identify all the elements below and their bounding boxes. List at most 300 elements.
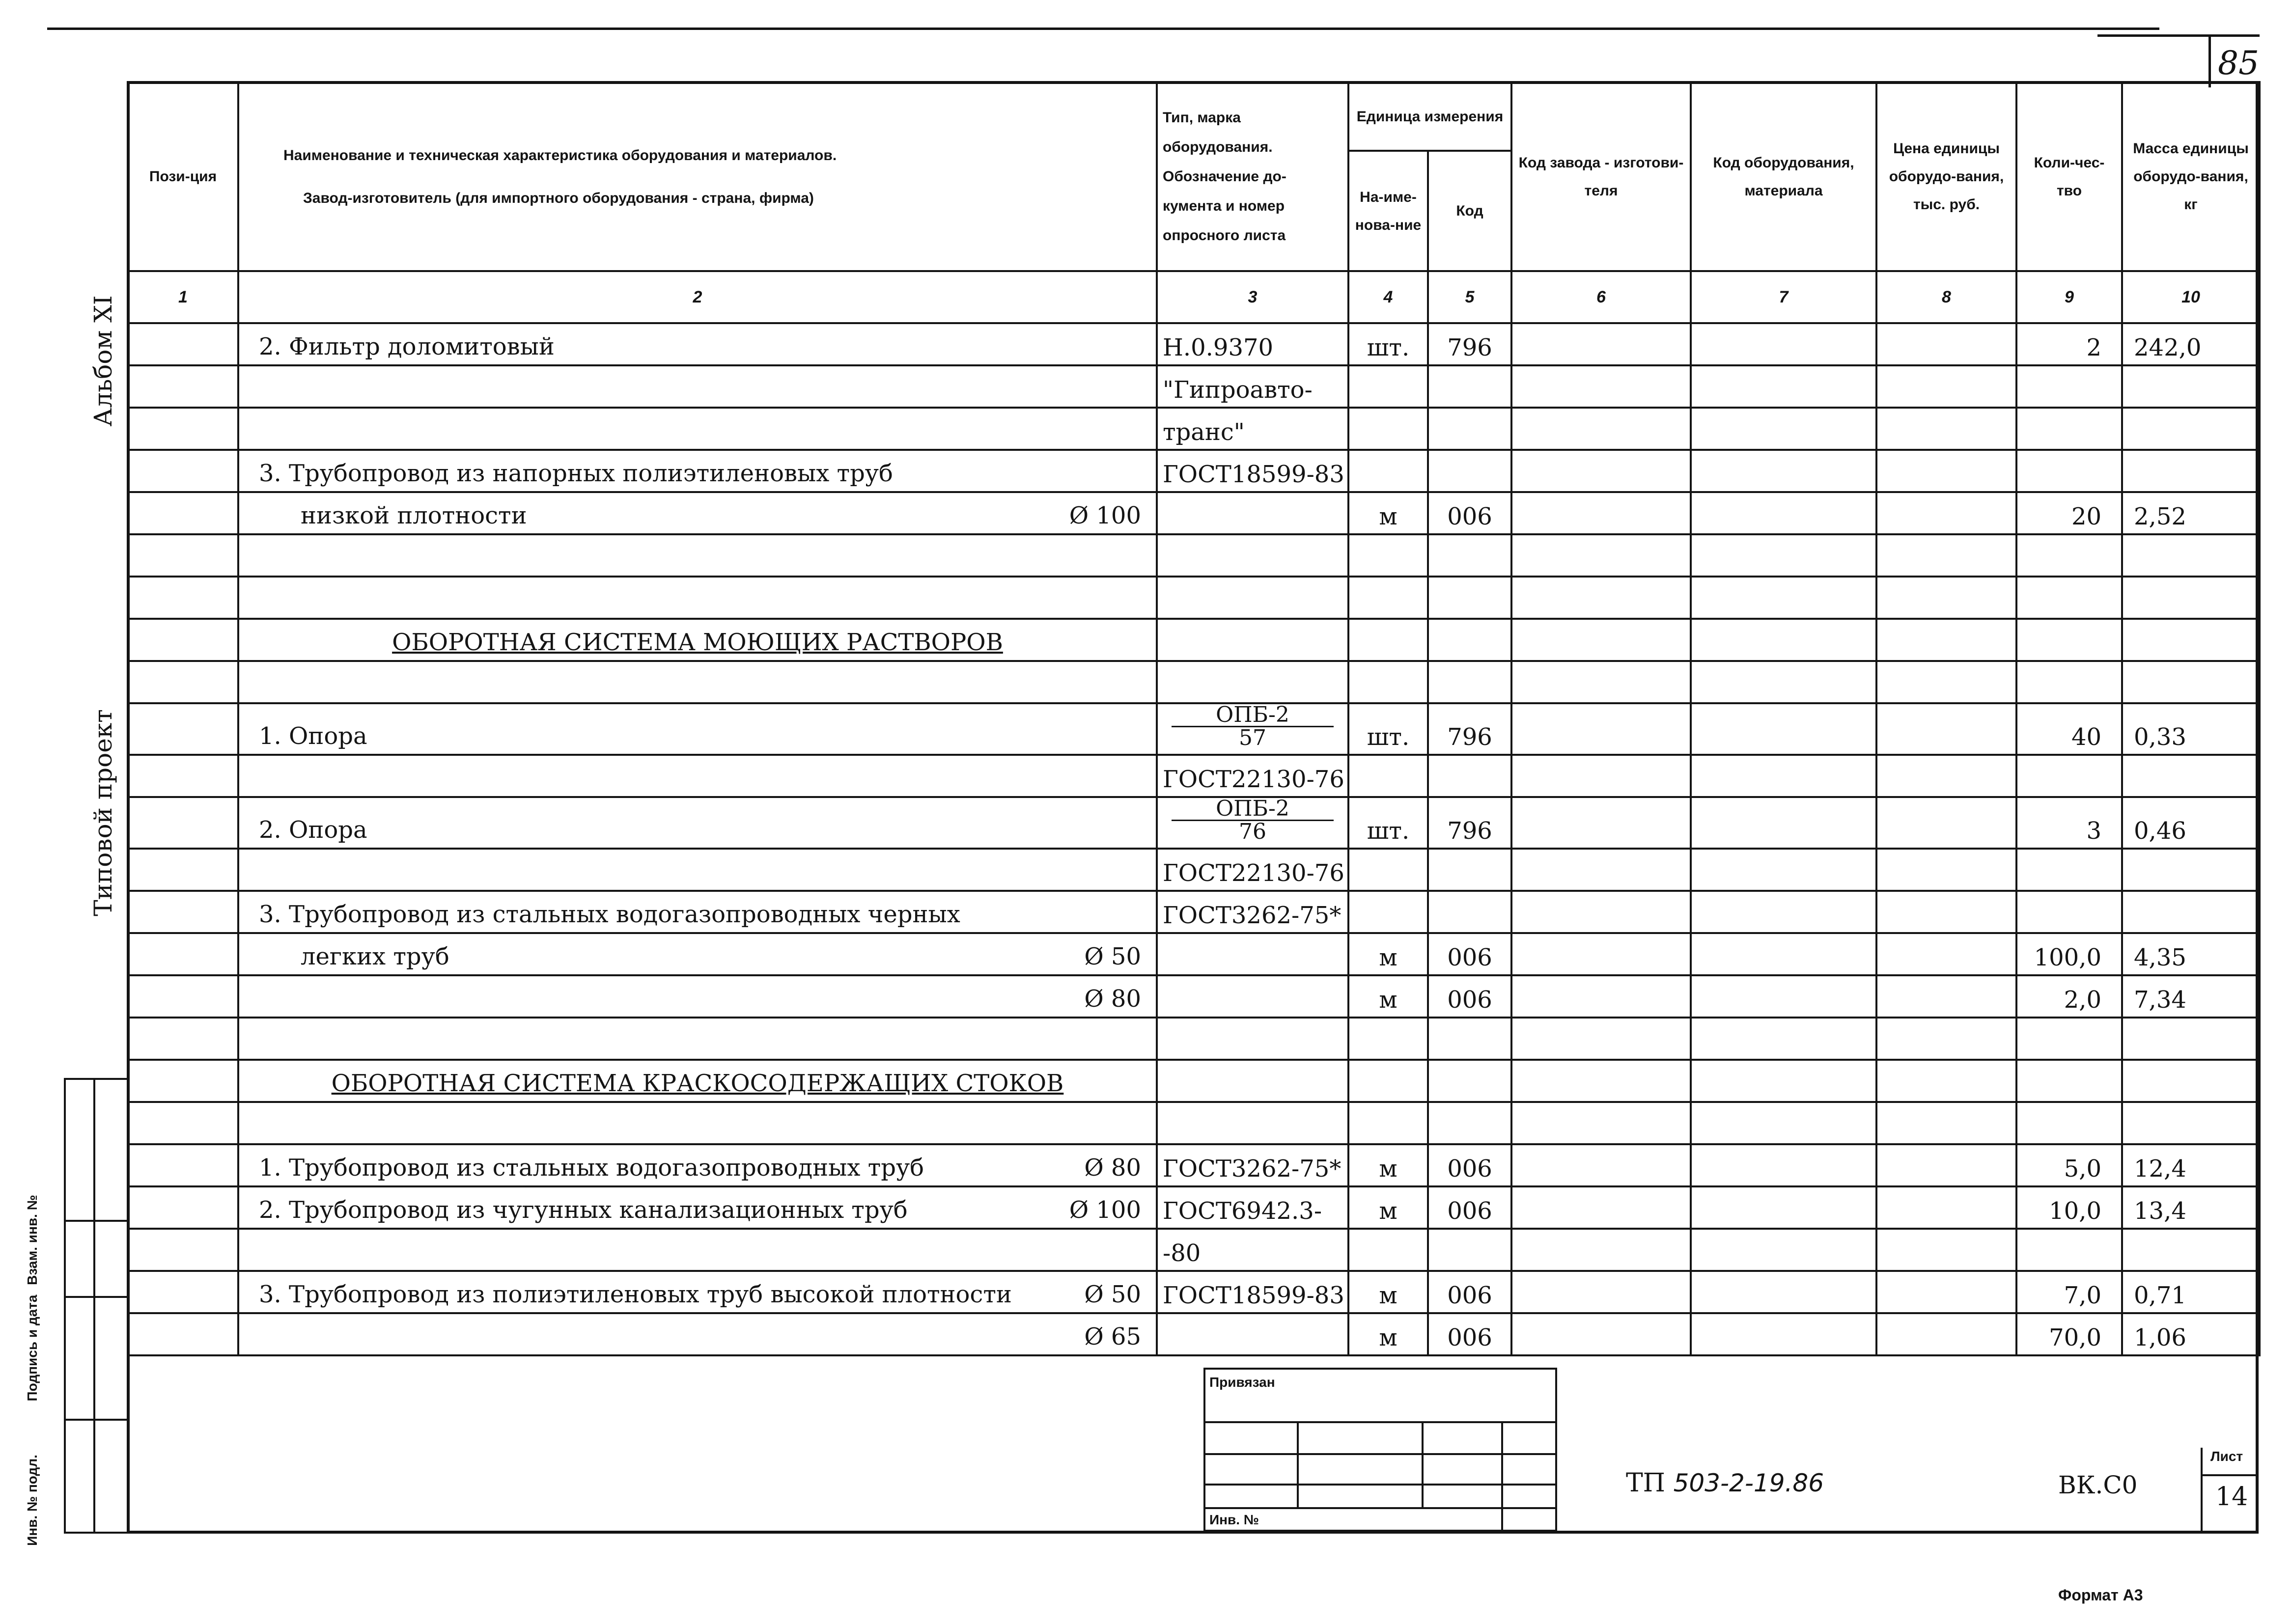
header-unit-group: Единица измерения	[1348, 82, 1511, 151]
cell-unit: м	[1348, 492, 1428, 534]
cell-mass	[2122, 891, 2260, 933]
cell-quantity	[2016, 661, 2122, 703]
cell-price	[1876, 1186, 2016, 1229]
cell-name	[238, 365, 1157, 408]
cell-position	[128, 849, 238, 891]
page-number: 85	[2218, 44, 2259, 82]
cell-factory-code	[1511, 661, 1691, 703]
sheet-label: Лист	[2210, 1449, 2243, 1464]
cell-equipment-code	[1691, 703, 1876, 755]
header-unit-name: На-име-нова-ние	[1348, 151, 1428, 271]
table-body	[128, 323, 2260, 1355]
cell-price	[1876, 1018, 2016, 1060]
header-factory-code: Код завода - изготови-теля	[1511, 82, 1691, 271]
cell-mass: 13,4	[2122, 1186, 2260, 1229]
cell-unit-code: 796	[1428, 323, 1511, 365]
cell-factory-code	[1511, 408, 1691, 450]
cell-factory-code	[1511, 1102, 1691, 1144]
diameter-value: Ø 50	[1084, 1281, 1141, 1308]
cell-factory-code	[1511, 323, 1691, 365]
cell-quantity	[2016, 577, 2122, 619]
cell-position	[128, 577, 238, 619]
table-row	[128, 619, 2260, 661]
cell-price	[1876, 577, 2016, 619]
item-name: 1. Трубопровод из стальных водогазопроводных труб	[259, 1154, 924, 1182]
cell-unit: м	[1348, 1144, 1428, 1186]
cell-mass: 2,52	[2122, 492, 2260, 534]
cell-mass	[2122, 1018, 2260, 1060]
cell-factory-code	[1511, 619, 1691, 661]
cell-position	[128, 703, 238, 755]
cell-price	[1876, 492, 2016, 534]
cell-type: транс"	[1157, 408, 1348, 450]
cell-name	[238, 975, 1157, 1018]
cell-unit: шт.	[1348, 323, 1428, 365]
cell-mass	[2122, 408, 2260, 450]
table-row	[128, 661, 2260, 703]
header-type: Тип, марка оборудования. Обозначение до-кумента и номер опросного листа	[1157, 82, 1348, 271]
cell-quantity: 70,0	[2016, 1313, 2122, 1355]
cell-type	[1157, 1060, 1348, 1102]
diameter-value: Ø 80	[1084, 1154, 1141, 1182]
cell-unit: м	[1348, 1186, 1428, 1229]
sheet-code: ВК.С0	[2058, 1471, 2138, 1499]
cell-name	[238, 1018, 1157, 1060]
table-row	[128, 577, 2260, 619]
cell-quantity	[2016, 1018, 2122, 1060]
cell-mass: 1,06	[2122, 1313, 2260, 1355]
item-name: 1. Опора	[259, 722, 367, 750]
cell-type	[1157, 534, 1348, 577]
cell-type: ГОСТ6942.3-	[1157, 1186, 1348, 1229]
cell-factory-code	[1511, 492, 1691, 534]
cell-unit	[1348, 1018, 1428, 1060]
cell-type: ГОСТ22130-76	[1157, 849, 1348, 891]
inv-original-label: Инв. № подл.	[25, 1455, 40, 1546]
cell-unit	[1348, 891, 1428, 933]
cell-type: -80	[1157, 1229, 1348, 1271]
cell-unit	[1348, 365, 1428, 408]
cell-factory-code	[1511, 755, 1691, 797]
cell-price	[1876, 1102, 2016, 1144]
cell-quantity	[2016, 450, 2122, 492]
cell-quantity	[2016, 891, 2122, 933]
cell-type	[1157, 1313, 1348, 1355]
column-number-row: 1 2 3 4 5 6 7 8 9 10	[128, 271, 2260, 323]
cell-mass	[2122, 619, 2260, 661]
cell-factory-code	[1511, 1229, 1691, 1271]
item-name: 2. Фильтр доломитовый	[259, 333, 555, 360]
cell-unit-code: 006	[1428, 1271, 1511, 1313]
cell-name	[238, 1102, 1157, 1144]
cell-price	[1876, 450, 2016, 492]
cell-position	[128, 755, 238, 797]
cell-factory-code	[1511, 933, 1691, 975]
cell-mass: 12,4	[2122, 1144, 2260, 1186]
table-row	[128, 1144, 2260, 1186]
table-row	[128, 323, 2260, 365]
cell-factory-code	[1511, 577, 1691, 619]
cell-name	[238, 797, 1157, 849]
cell-quantity	[2016, 619, 2122, 661]
cell-equipment-code	[1691, 891, 1876, 933]
cell-type	[1157, 975, 1348, 1018]
cell-equipment-code	[1691, 933, 1876, 975]
cell-type	[1157, 933, 1348, 975]
cell-quantity: 5,0	[2016, 1144, 2122, 1186]
cell-name	[238, 450, 1157, 492]
diameter-value: Ø 80	[1084, 985, 1141, 1013]
diameter-value: Ø 65	[1084, 1323, 1141, 1350]
cell-name	[238, 577, 1157, 619]
cell-type: ГОСТ22130-76	[1157, 755, 1348, 797]
cell-name	[238, 1313, 1157, 1355]
table-row	[128, 365, 2260, 408]
approval-strip	[64, 1078, 127, 1534]
cell-mass: 0,46	[2122, 797, 2260, 849]
cell-mass: 4,35	[2122, 933, 2260, 975]
cell-name	[238, 323, 1157, 365]
cell-unit-code: 006	[1428, 492, 1511, 534]
cell-unit-code	[1428, 534, 1511, 577]
table-row	[128, 849, 2260, 891]
cell-name	[238, 408, 1157, 450]
cell-quantity	[2016, 1229, 2122, 1271]
table-row	[128, 975, 2260, 1018]
cell-unit-code: 006	[1428, 1144, 1511, 1186]
item-name-continued: низкой плотности	[301, 502, 527, 529]
cell-name	[238, 492, 1157, 534]
cell-name	[238, 1144, 1157, 1186]
cell-equipment-code	[1691, 365, 1876, 408]
cell-unit: м	[1348, 933, 1428, 975]
cell-equipment-code	[1691, 577, 1876, 619]
cell-factory-code	[1511, 1018, 1691, 1060]
cell-unit-code	[1428, 1102, 1511, 1144]
section-title: ОБОРОТНАЯ СИСТЕМА КРАСКОСОДЕРЖАЩИХ СТОКОВ	[331, 1070, 1064, 1097]
cell-position	[128, 661, 238, 703]
cell-position	[128, 323, 238, 365]
header-row	[128, 82, 2260, 151]
cell-factory-code	[1511, 1186, 1691, 1229]
cell-equipment-code	[1691, 1060, 1876, 1102]
cell-factory-code	[1511, 1271, 1691, 1313]
cell-unit: шт.	[1348, 797, 1428, 849]
table-row	[128, 1060, 2260, 1102]
cell-unit-code: 796	[1428, 703, 1511, 755]
cell-mass	[2122, 849, 2260, 891]
cell-unit	[1348, 408, 1428, 450]
cell-name	[238, 755, 1157, 797]
cell-equipment-code	[1691, 755, 1876, 797]
specification-table	[127, 81, 2261, 1356]
cell-equipment-code	[1691, 661, 1876, 703]
header-unit-code: Код	[1428, 151, 1511, 271]
cell-price	[1876, 408, 2016, 450]
cell-equipment-code	[1691, 492, 1876, 534]
item-name: 3. Трубопровод из стальных водогазопроводных черных	[259, 901, 960, 928]
header-mass: Масса единицы оборудо-вания, кг	[2122, 82, 2260, 271]
cell-unit-code	[1428, 891, 1511, 933]
cell-position	[128, 534, 238, 577]
cell-price	[1876, 797, 2016, 849]
cell-equipment-code	[1691, 975, 1876, 1018]
cell-position	[128, 1313, 238, 1355]
cell-equipment-code	[1691, 408, 1876, 450]
cell-type: Н.0.9370	[1157, 323, 1348, 365]
cell-equipment-code	[1691, 797, 1876, 849]
cell-unit	[1348, 450, 1428, 492]
cell-type	[1157, 1102, 1348, 1144]
cell-quantity: 7,0	[2016, 1271, 2122, 1313]
cell-type: ГОСТ3262-75*	[1157, 1144, 1348, 1186]
cell-type	[1157, 492, 1348, 534]
section-title: ОБОРОТНАЯ СИСТЕМА МОЮЩИХ РАСТВОРОВ	[392, 629, 1003, 656]
cell-factory-code	[1511, 891, 1691, 933]
cell-type	[1157, 703, 1348, 755]
cell-price	[1876, 891, 2016, 933]
table-row	[128, 492, 2260, 534]
cell-unit-code	[1428, 1018, 1511, 1060]
cell-price	[1876, 703, 2016, 755]
cell-position	[128, 1102, 238, 1144]
table-row	[128, 755, 2260, 797]
cell-quantity: 2	[2016, 323, 2122, 365]
cell-equipment-code	[1691, 1018, 1876, 1060]
cell-type: ГОСТ3262-75*	[1157, 891, 1348, 933]
cell-position	[128, 1144, 238, 1186]
cell-price	[1876, 619, 2016, 661]
cell-price	[1876, 1229, 2016, 1271]
cell-type	[1157, 577, 1348, 619]
cell-unit	[1348, 849, 1428, 891]
cell-type: ГОСТ18599-83	[1157, 1271, 1348, 1313]
cell-unit-code	[1428, 1229, 1511, 1271]
project-label: Типовой проект	[89, 709, 117, 916]
binding-stamp	[1203, 1368, 1557, 1532]
item-name-continued: легких труб	[301, 943, 449, 970]
table-row	[128, 933, 2260, 975]
header-position: Пози-ция	[128, 82, 238, 271]
header-equipment-code: Код оборудования, материала	[1691, 82, 1876, 271]
cell-unit-code	[1428, 365, 1511, 408]
cell-name	[238, 849, 1157, 891]
cell-position	[128, 933, 238, 975]
cell-mass: 0,71	[2122, 1271, 2260, 1313]
bound-label: Привязан	[1209, 1375, 1275, 1390]
table-row	[128, 1018, 2260, 1060]
cell-mass: 242,0	[2122, 323, 2260, 365]
cell-quantity	[2016, 1102, 2122, 1144]
cell-quantity	[2016, 365, 2122, 408]
header-quantity: Коли-чес-тво	[2016, 82, 2122, 271]
cell-factory-code	[1511, 975, 1691, 1018]
cell-name	[238, 703, 1157, 755]
cell-name	[238, 1271, 1157, 1313]
document-code: ТП 503-2-19.86	[1626, 1468, 1824, 1498]
table-row	[128, 891, 2260, 933]
header-name: Наименование и техническая характеристика оборудования и материалов. Завод-изготовитель (для импортного оборудования - страна, фирма)	[238, 82, 1157, 271]
diameter-value: Ø 100	[1069, 1196, 1141, 1224]
cell-mass: 7,34	[2122, 975, 2260, 1018]
cell-position	[128, 492, 238, 534]
replaced-inv-label: Взам. инв. №	[25, 1195, 40, 1285]
cell-quantity	[2016, 534, 2122, 577]
cell-unit-code: 006	[1428, 1186, 1511, 1229]
type-fraction	[1163, 798, 1342, 843]
item-name: 2. Опора	[259, 816, 367, 844]
cell-quantity: 2,0	[2016, 975, 2122, 1018]
table-row	[128, 534, 2260, 577]
type-fraction	[1163, 704, 1342, 749]
cell-price	[1876, 1313, 2016, 1355]
cell-unit-code	[1428, 619, 1511, 661]
diameter-value: Ø 50	[1084, 943, 1141, 970]
cell-unit	[1348, 619, 1428, 661]
cell-unit-code	[1428, 408, 1511, 450]
cell-quantity: 40	[2016, 703, 2122, 755]
cell-quantity: 3	[2016, 797, 2122, 849]
cell-equipment-code	[1691, 1144, 1876, 1186]
cell-unit-code: 006	[1428, 1313, 1511, 1355]
cell-unit-code	[1428, 755, 1511, 797]
cell-position	[128, 450, 238, 492]
cell-mass	[2122, 1229, 2260, 1271]
cell-name	[238, 891, 1157, 933]
cell-price	[1876, 534, 2016, 577]
item-name: 3. Трубопровод из полиэтиленовых труб высокой плотности	[259, 1281, 1012, 1308]
cell-quantity	[2016, 755, 2122, 797]
cell-name	[238, 534, 1157, 577]
fraction-denominator: 57	[1239, 725, 1266, 750]
cell-type	[1157, 661, 1348, 703]
cell-mass	[2122, 534, 2260, 577]
cell-factory-code	[1511, 1060, 1691, 1102]
cell-unit: м	[1348, 975, 1428, 1018]
cell-position	[128, 797, 238, 849]
cell-position	[128, 408, 238, 450]
cell-mass	[2122, 661, 2260, 703]
cell-position	[128, 1018, 238, 1060]
cell-unit-code	[1428, 849, 1511, 891]
cell-mass	[2122, 755, 2260, 797]
cell-position	[128, 1060, 238, 1102]
cell-name	[238, 1060, 1157, 1102]
cell-unit-code	[1428, 1060, 1511, 1102]
cell-mass: 0,33	[2122, 703, 2260, 755]
cell-quantity: 20	[2016, 492, 2122, 534]
cell-unit-code: 006	[1428, 975, 1511, 1018]
cell-name	[238, 661, 1157, 703]
cell-unit	[1348, 577, 1428, 619]
cell-position	[128, 365, 238, 408]
table-row	[128, 450, 2260, 492]
cell-price	[1876, 975, 2016, 1018]
cell-price	[1876, 1060, 2016, 1102]
cell-price	[1876, 365, 2016, 408]
cell-factory-code	[1511, 365, 1691, 408]
cell-unit	[1348, 1060, 1428, 1102]
cell-position	[128, 619, 238, 661]
cell-mass	[2122, 365, 2260, 408]
cell-price	[1876, 1144, 2016, 1186]
cell-mass	[2122, 577, 2260, 619]
cell-name	[238, 933, 1157, 975]
cell-unit-code	[1428, 661, 1511, 703]
cell-unit: шт.	[1348, 703, 1428, 755]
replaced-inv-label-2	[25, 1068, 44, 1152]
header-price: Цена единицы оборудо-вания, тыс. руб.	[1876, 82, 2016, 271]
cell-position	[128, 975, 238, 1018]
cell-equipment-code	[1691, 1102, 1876, 1144]
cell-factory-code	[1511, 797, 1691, 849]
fraction-numerator: ОПБ-2	[1172, 704, 1334, 727]
cell-price	[1876, 755, 2016, 797]
table-row	[128, 408, 2260, 450]
cell-type	[1157, 619, 1348, 661]
cell-price	[1876, 849, 2016, 891]
cell-type	[1157, 1018, 1348, 1060]
cell-price	[1876, 933, 2016, 975]
cell-position	[128, 891, 238, 933]
cell-equipment-code	[1691, 1313, 1876, 1355]
cell-position	[128, 1186, 238, 1229]
cell-type	[1157, 797, 1348, 849]
cell-price	[1876, 661, 2016, 703]
cell-quantity: 100,0	[2016, 933, 2122, 975]
album-label: Альбом XI	[89, 295, 117, 427]
fraction-denominator: 76	[1239, 819, 1266, 844]
cell-equipment-code	[1691, 849, 1876, 891]
cell-equipment-code	[1691, 619, 1876, 661]
cell-mass	[2122, 1060, 2260, 1102]
cell-position	[128, 1229, 238, 1271]
table-row	[128, 797, 2260, 849]
cell-unit-code: 796	[1428, 797, 1511, 849]
item-name: 2. Трубопровод из чугунных канализационных труб	[259, 1196, 908, 1224]
cell-equipment-code	[1691, 450, 1876, 492]
cell-name	[238, 619, 1157, 661]
cell-mass	[2122, 450, 2260, 492]
cell-factory-code	[1511, 450, 1691, 492]
cell-factory-code	[1511, 849, 1691, 891]
cell-unit	[1348, 661, 1428, 703]
table-row	[128, 1102, 2260, 1144]
cell-unit	[1348, 1102, 1428, 1144]
table-row	[128, 703, 2260, 755]
cell-equipment-code	[1691, 323, 1876, 365]
signature-date-label: Подпись и дата	[25, 1294, 40, 1402]
cell-quantity: 10,0	[2016, 1186, 2122, 1229]
table-row	[128, 1229, 2260, 1271]
cell-name	[238, 1186, 1157, 1229]
inv-number-label: Инв. №	[1209, 1512, 1259, 1527]
cell-equipment-code	[1691, 1271, 1876, 1313]
fraction-numerator: ОПБ-2	[1172, 798, 1334, 821]
cell-type: "Гипроавто-	[1157, 365, 1348, 408]
table-row	[128, 1271, 2260, 1313]
diameter-value: Ø 100	[1069, 502, 1141, 529]
format-label: Формат А3	[2058, 1586, 2143, 1604]
cell-mass	[2122, 1102, 2260, 1144]
cell-type: ГОСТ18599-83	[1157, 450, 1348, 492]
table-row	[128, 1186, 2260, 1229]
cell-factory-code	[1511, 534, 1691, 577]
table-row	[128, 1313, 2260, 1355]
cell-name	[238, 1229, 1157, 1271]
cell-equipment-code	[1691, 534, 1876, 577]
cell-unit	[1348, 755, 1428, 797]
